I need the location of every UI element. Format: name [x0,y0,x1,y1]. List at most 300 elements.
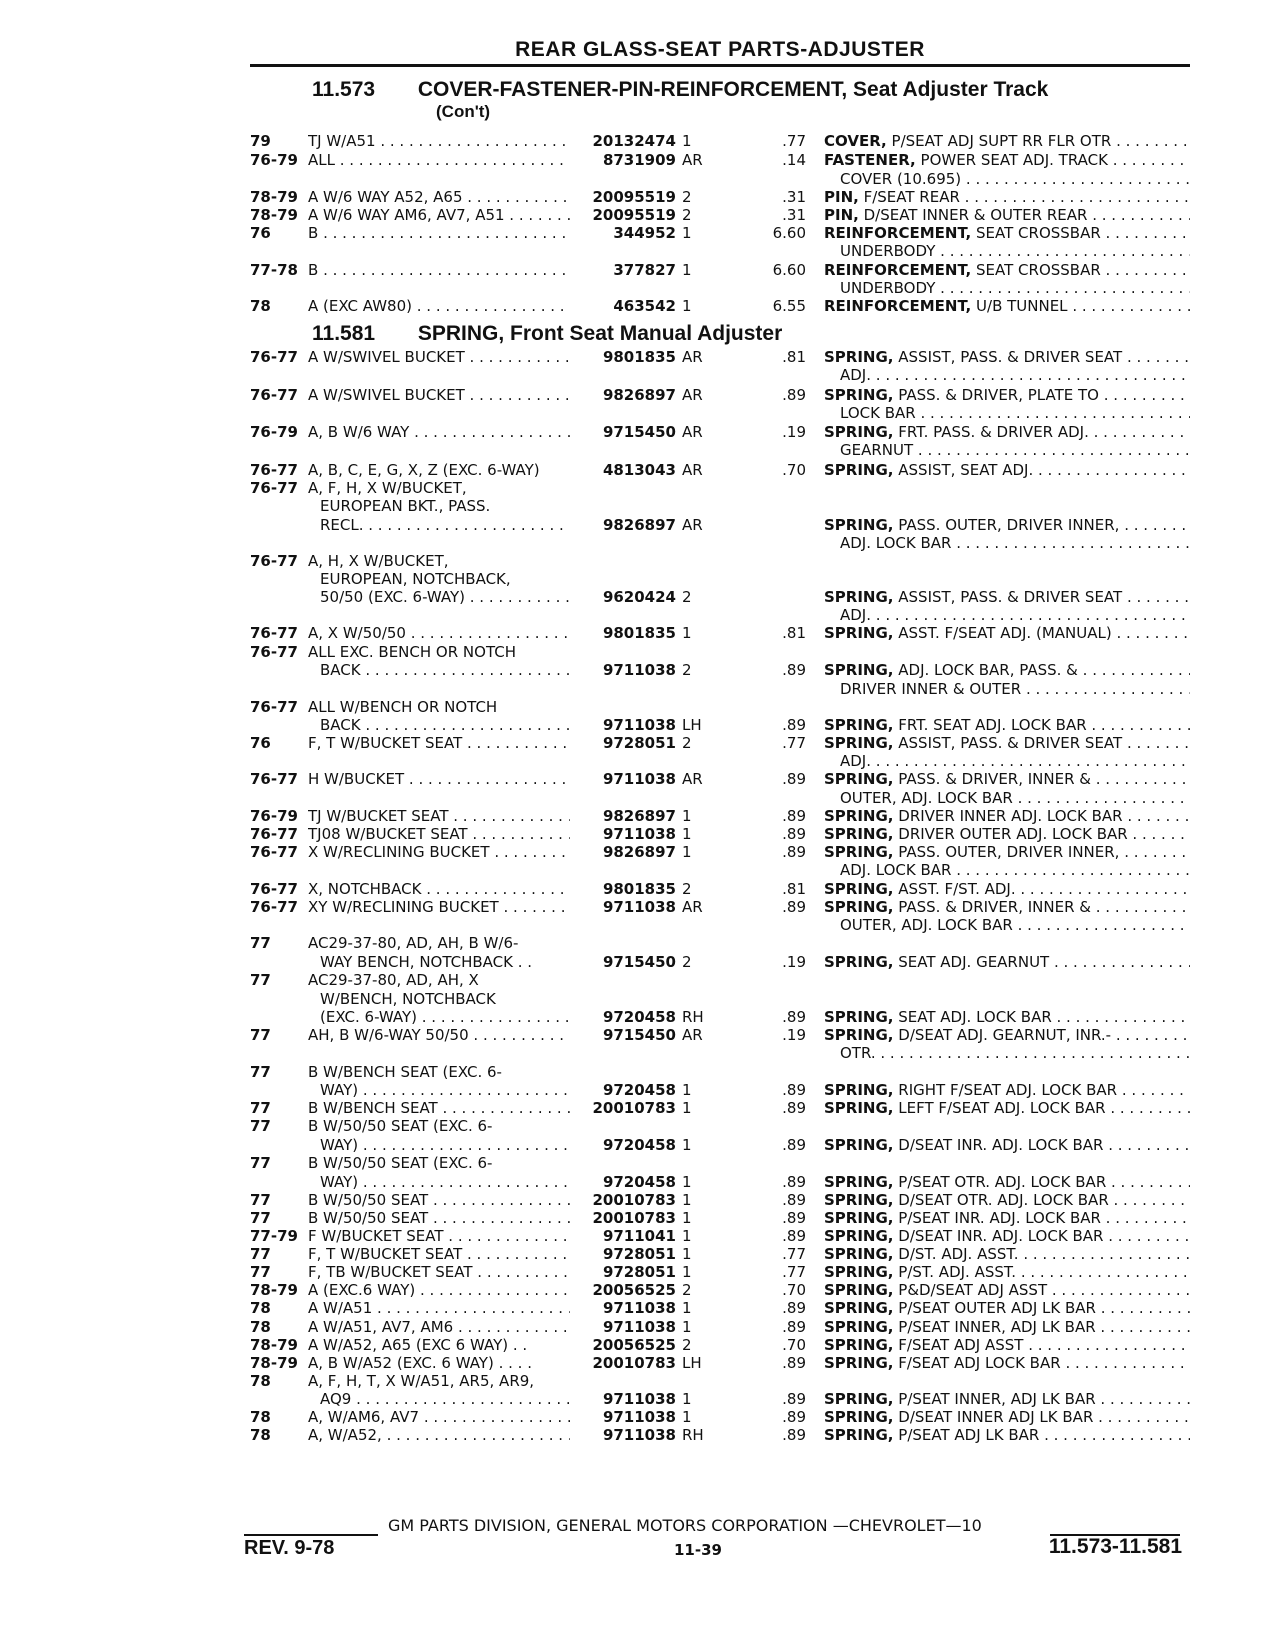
quantity: 1 [682,1173,692,1191]
quantity: AR [682,348,703,366]
part-description-text: P&D/SEAT ADJ ASST [893,1281,1048,1299]
part-number: 20132474 [592,132,676,150]
part-name: REINFORCEMENT, [824,261,972,279]
part-description-text: SEAT CROSSBAR [971,261,1101,279]
part-description [840,404,1190,423]
page-header-title: REAR GLASS-SEAT PARTS-ADJUSTER [515,38,925,61]
price: .70 [782,461,806,479]
usage-text: (EXC. 6-WAY) . . . [320,1008,570,1027]
quantity: 1 [682,297,692,315]
usage-text: XY W/RECLINING BUCKET . . . [308,898,570,917]
quantity: 1 [682,1099,692,1117]
part-description-text: RIGHT F/SEAT ADJ. LOCK BAR . [893,1081,1127,1099]
part-description-text: D/SEAT OTR. ADJ. LOCK BAR . . [893,1191,1128,1209]
part-name: SPRING, [824,807,894,825]
part-name: SPRING, [824,1426,894,1444]
model-year: 76-77 [250,898,298,916]
part-description-text: ASSIST, SEAT ADJ. [893,461,1034,479]
part-description [840,1044,1190,1063]
part-description-text: ADJ. LOCK BAR [840,861,952,879]
part-number: 9620424 [602,588,676,606]
part-number: 20010783 [592,1099,676,1117]
part-description-text: ASSIST, PASS. & DRIVER SEAT [893,348,1123,366]
price: .89 [782,1227,806,1245]
quantity: 2 [682,188,692,206]
usage-text: AC29-37-80, AD, AH, X [308,971,479,989]
part-description-text: SEAT ADJ. GEARNUT [893,953,1050,971]
part-description-text: FRT. PASS. & DRIVER ADJ. [893,423,1089,441]
section-heading: COVER-FASTENER-PIN-REINFORCEMENT, Seat Adjuster Track [417,78,1049,101]
price: .19 [782,953,806,971]
part-name: SPRING, [824,1390,894,1408]
model-year: 76-77 [250,479,298,497]
usage-text: A W/SWIVEL BUCKET . . . [308,386,570,405]
part-name: SPRING, [824,880,894,898]
usage-text: TJ W/BUCKET SEAT . . . [308,807,570,826]
part-description [840,279,1190,298]
part-description [824,880,1190,899]
part-name: SPRING, [824,734,894,752]
price: .89 [782,843,806,861]
part-name: SPRING, [824,461,894,479]
model-year: 78 [250,1426,271,1444]
part-number: 9728051 [602,1263,676,1281]
price: .89 [782,825,806,843]
part-description [824,132,1190,151]
part-description-text: U/B TUNNEL [971,297,1068,315]
usage-text: B W/50/50 SEAT . . . [308,1209,570,1228]
part-description [824,261,1190,280]
price: .77 [782,1263,806,1281]
part-description [824,516,1190,535]
part-description [824,843,1190,862]
price: .89 [782,1354,806,1372]
part-name: REINFORCEMENT, [824,224,972,242]
quantity: AR [682,151,703,169]
part-description [824,423,1190,442]
price: .89 [782,898,806,916]
usage-text: BACK . . . [320,661,570,680]
price: .89 [782,1099,806,1117]
part-description [824,1426,1190,1445]
part-name: SPRING, [824,1318,894,1336]
part-name: PIN, [824,206,859,224]
price: .89 [782,1081,806,1099]
model-year: 76-77 [250,825,298,843]
price: .31 [782,188,806,206]
usage-text: A, X W/50/50 . . . [308,624,570,643]
part-description [840,441,1190,460]
part-description [824,953,1190,972]
part-description [840,916,1190,935]
usage-text: RECL. . . . [320,516,570,535]
part-description [824,1354,1190,1373]
part-name: SPRING, [824,1245,894,1263]
part-name: SPRING, [824,1173,894,1191]
usage-text: A, H, X W/BUCKET, [308,552,449,570]
part-description-text: SEAT ADJ. LOCK BAR [893,1008,1052,1026]
model-year: 78-79 [250,206,298,224]
usage-text: F, TB W/BUCKET SEAT . . . [308,1263,570,1282]
part-number: 8731909 [602,151,676,169]
part-name: SPRING, [824,1336,894,1354]
part-description-text: D/ST. ADJ. ASST. [893,1245,1019,1263]
quantity: 1 [682,224,692,242]
part-description-text: COVER (10.695) [840,170,962,188]
part-name: SPRING, [824,1281,894,1299]
part-number: 9801835 [602,624,676,642]
part-description [840,606,1190,625]
footer-revision: REV. 9-78 [244,1537,335,1559]
part-name: SPRING, [824,953,894,971]
part-description [824,386,1190,405]
part-number: 9826897 [602,386,676,404]
price: .77 [782,132,806,150]
part-description [824,1245,1190,1264]
part-description-text: ADJ. [840,366,872,384]
part-description [824,661,1190,680]
part-description-text: FRT. SEAT ADJ. LOCK BAR [893,716,1087,734]
part-number: 9720458 [602,1173,676,1191]
model-year: 77-79 [250,1227,298,1245]
model-year: 76-77 [250,643,298,661]
part-name: SPRING, [824,1209,894,1227]
section-continued-note: (Con't) [436,102,491,121]
footer-page-number: 11-39 [674,1541,722,1559]
part-number: 9711038 [602,770,676,788]
part-number: 20095519 [592,188,676,206]
usage-text: B W/BENCH SEAT . . . [308,1099,570,1118]
part-number: 20010783 [592,1354,676,1372]
section-number: 11.573 [312,78,376,101]
part-description [824,1209,1190,1228]
usage-text: B . . . [308,261,570,280]
part-description-text: P/SEAT INNER, ADJ LK BAR . . . [893,1318,1125,1336]
part-description [840,170,1190,189]
price: .89 [782,1191,806,1209]
model-year: 76-77 [250,348,298,366]
price: 6.55 [772,297,806,315]
usage-text: A W/SWIVEL BUCKET . . . [308,348,570,367]
quantity: 1 [682,1263,692,1281]
part-description-text: P/SEAT INNER, ADJ LK BAR . . . [893,1390,1125,1408]
part-description-text: PASS. OUTER, DRIVER INNER, [893,516,1120,534]
model-year: 78-79 [250,1336,298,1354]
usage-text: A W/A51 . . . [308,1299,570,1318]
part-description-text: LOCK BAR [840,404,916,422]
usage-text: A, W/A52, . . . [308,1426,570,1445]
price: .70 [782,1336,806,1354]
price: .19 [782,423,806,441]
usage-text: A, B W/6 WAY . . . [308,423,570,442]
part-name: SPRING, [824,661,894,679]
quantity: 2 [682,1336,692,1354]
model-year: 78-79 [250,1354,298,1372]
part-number: 9711038 [602,1408,676,1426]
part-description-text: D/SEAT INNER & OUTER REAR [858,206,1088,224]
quantity: 2 [682,588,692,606]
part-description-text: PASS. & DRIVER, INNER & [893,770,1091,788]
usage-text: A (EXC.6 WAY) . . . [308,1281,570,1300]
model-year: 79 [250,132,271,150]
part-description-text: LEFT F/SEAT ADJ. LOCK BAR . . [893,1099,1125,1117]
footer-section-range: 11.573-11.581 [1048,1535,1182,1558]
part-name: SPRING, [824,1299,894,1317]
part-description-text: DRIVER INNER & OUTER [840,680,1022,698]
part-number: 344952 [613,224,676,242]
part-description [824,624,1190,643]
part-description-text: POWER SEAT ADJ. TRACK [915,151,1108,169]
part-description [824,1099,1190,1118]
part-description-text: D/SEAT INR. ADJ. LOCK BAR . . . [893,1136,1133,1154]
model-year: 78 [250,1372,271,1390]
part-name: PIN, [824,188,859,206]
part-description-text: OTR. [840,1044,876,1062]
part-description-text: ADJ. LOCK BAR, PASS. & [893,661,1078,679]
usage-text: A W/A52, A65 (EXC 6 WAY) . . [308,1336,528,1354]
model-year: 76-79 [250,807,298,825]
part-number: 9715450 [602,953,676,971]
usage-text: B W/50/50 SEAT . . . [308,1191,570,1210]
price: .89 [782,1318,806,1336]
usage-text: ALL . . . [308,151,570,170]
part-description-text: ASST. F/SEAT ADJ. (MANUAL) . . [893,624,1131,642]
part-description [824,898,1190,917]
part-description-text: PASS. OUTER, DRIVER INNER, [893,843,1120,861]
part-number: 9711038 [602,825,676,843]
quantity: 1 [682,1299,692,1317]
model-year: 78 [250,297,271,315]
part-name: SPRING, [824,423,894,441]
usage-text: B W/50/50 SEAT (EXC. 6- [308,1154,493,1172]
model-year: 76-77 [250,843,298,861]
part-description [824,734,1190,753]
part-description [840,789,1190,808]
part-description-text: OUTER, ADJ. LOCK BAR [840,916,1013,934]
part-name: SPRING, [824,1008,894,1026]
part-description-text: UNDERBODY [840,242,936,260]
part-number: 9711041 [602,1227,676,1245]
model-year: 76-77 [250,624,298,642]
part-description-text: ASSIST, PASS. & DRIVER SEAT [893,734,1123,752]
price: .89 [782,1209,806,1227]
part-description-text: ADJ. [840,752,872,770]
part-name: FASTENER, [824,151,916,169]
part-name: SPRING, [824,1263,894,1281]
usage-text: W/BENCH, NOTCHBACK [320,990,496,1008]
model-year: 76 [250,734,271,752]
part-name: SPRING, [824,843,894,861]
part-number: 9801835 [602,880,676,898]
usage-text: B W/50/50 SEAT (EXC. 6- [308,1117,493,1135]
price: .89 [782,770,806,788]
model-year: 77-78 [250,261,298,279]
price: .81 [782,348,806,366]
part-description [824,348,1190,367]
price: 6.60 [772,224,806,242]
part-number: 20056525 [592,1281,676,1299]
model-year: 76-79 [250,151,298,169]
quantity: 1 [682,624,692,642]
part-name: COVER, [824,132,887,150]
quantity: 2 [682,661,692,679]
part-number: 9728051 [602,734,676,752]
usage-text: EUROPEAN, NOTCHBACK, [320,570,511,588]
quantity: AR [682,516,703,534]
part-description [824,1008,1190,1027]
part-name: SPRING, [824,825,894,843]
price: .77 [782,1245,806,1263]
part-description-text: SEAT CROSSBAR [971,224,1101,242]
model-year: 77 [250,1209,271,1227]
price: .89 [782,1136,806,1154]
footer-publisher: GM PARTS DIVISION, GENERAL MOTORS CORPORATION —CHEVROLET—10 [388,1516,982,1535]
quantity: 2 [682,880,692,898]
usage-text: ALL EXC. BENCH OR NOTCH [308,643,516,661]
part-description [840,534,1190,553]
section-number: 11.581 [312,322,376,345]
usage-text: 50/50 (EXC. 6-WAY) . . . [320,588,570,607]
price: .31 [782,206,806,224]
model-year: 77 [250,971,271,989]
part-description-text: F/SEAT REAR [858,188,960,206]
model-year: 77 [250,1099,271,1117]
part-number: 9711038 [602,661,676,679]
part-number: 20056525 [592,1336,676,1354]
part-description-text: PASS. & DRIVER, PLATE TO [893,386,1099,404]
part-number: 9715450 [602,1026,676,1044]
part-description-text: OUTER, ADJ. LOCK BAR [840,789,1013,807]
quantity: AR [682,770,703,788]
part-description-text: P/SEAT ADJ SUPT RR FLR OTR . . [886,132,1131,150]
price: .70 [782,1281,806,1299]
part-number: 9720458 [602,1008,676,1026]
part-description [840,680,1190,699]
quantity: AR [682,386,703,404]
part-description [824,1318,1190,1337]
part-description [824,825,1190,844]
quantity: 1 [682,1390,692,1408]
usage-text: B . . . [308,224,570,243]
usage-text: A W/6 WAY A52, A65 . . . [308,188,570,207]
part-number: 20095519 [592,206,676,224]
quantity: 1 [682,1209,692,1227]
quantity: 2 [682,734,692,752]
part-name: SPRING, [824,1227,894,1245]
part-number: 9826897 [602,807,676,825]
price: .89 [782,716,806,734]
part-description [824,1081,1190,1100]
part-description [840,242,1190,261]
part-description-text: ADJ. [840,606,872,624]
quantity: 2 [682,206,692,224]
model-year: 76 [250,224,271,242]
price: .89 [782,807,806,825]
part-description-text: D/SEAT INNER ADJ LK BAR . . . . [893,1408,1132,1426]
part-name: SPRING, [824,1354,894,1372]
price: .89 [782,661,806,679]
part-name: SPRING, [824,1099,894,1117]
part-name: SPRING, [824,1136,894,1154]
part-description [824,807,1190,826]
part-name: SPRING, [824,348,894,366]
part-number: 9711038 [602,1299,676,1317]
part-description [824,1299,1190,1318]
usage-text: A, F, H, X W/BUCKET, [308,479,467,497]
part-description-text: P/ST. ADJ. ASST. [893,1263,1017,1281]
model-year: 78 [250,1299,271,1317]
usage-text: F W/BUCKET SEAT . . . [308,1227,570,1246]
part-description [824,151,1190,170]
section-heading: SPRING, Front Seat Manual Adjuster [417,322,783,345]
quantity: 1 [682,825,692,843]
part-number: 463542 [613,297,676,315]
part-number: 9801835 [602,348,676,366]
quantity: 1 [682,1136,692,1154]
part-description-text: P/SEAT INR. ADJ. LOCK BAR . . . [893,1209,1130,1227]
usage-text: B W/BENCH SEAT (EXC. 6- [308,1063,502,1081]
part-description-text: F/SEAT ADJ LOCK BAR [893,1354,1061,1372]
price: .89 [782,1008,806,1026]
price: .14 [782,151,806,169]
usage-text: A W/6 WAY AM6, AV7, A51 . . . . . [308,206,570,225]
part-name: SPRING, [824,386,894,404]
part-number: 9826897 [602,516,676,534]
part-description-text: PASS. & DRIVER, INNER & [893,898,1091,916]
part-description [840,366,1190,385]
price: .89 [782,386,806,404]
quantity: AR [682,461,703,479]
quantity: AR [682,1026,703,1044]
usage-text: F, T W/BUCKET SEAT . . . [308,1245,570,1264]
part-number: 377827 [613,261,676,279]
part-name: SPRING, [824,898,894,916]
usage-text: A W/A51, AV7, AM6 . . . [308,1318,570,1337]
part-name: REINFORCEMENT, [824,297,972,315]
price: .19 [782,1026,806,1044]
usage-text: H W/BUCKET . . . [308,770,570,789]
part-number: 9711038 [602,1318,676,1336]
model-year: 76-77 [250,552,298,570]
usage-text: AC29-37-80, AD, AH, B W/6- [308,934,519,952]
quantity: 2 [682,1281,692,1299]
quantity: 1 [682,843,692,861]
quantity: 2 [682,953,692,971]
part-description [824,1026,1190,1045]
part-name: SPRING, [824,716,894,734]
price: .89 [782,1173,806,1191]
model-year: 77 [250,1117,271,1135]
quantity: RH [682,1008,704,1026]
part-name: SPRING, [824,1408,894,1426]
part-description-text: UNDERBODY [840,279,936,297]
usage-text: AQ9 . . . [320,1390,570,1409]
price: .89 [782,1299,806,1317]
usage-text: A, F, H, T, X W/A51, AR5, AR9, [308,1372,535,1390]
quantity: 1 [682,261,692,279]
part-description [840,861,1190,880]
model-year: 77 [250,1191,271,1209]
model-year: 76-77 [250,770,298,788]
part-number: 9711038 [602,1390,676,1408]
model-year: 76-79 [250,423,298,441]
part-name: SPRING, [824,770,894,788]
usage-text: ALL W/BENCH OR NOTCH [308,698,498,716]
part-number: 9711038 [602,1426,676,1444]
quantity: 1 [682,1227,692,1245]
model-year: 77 [250,934,271,952]
part-description [840,752,1190,771]
